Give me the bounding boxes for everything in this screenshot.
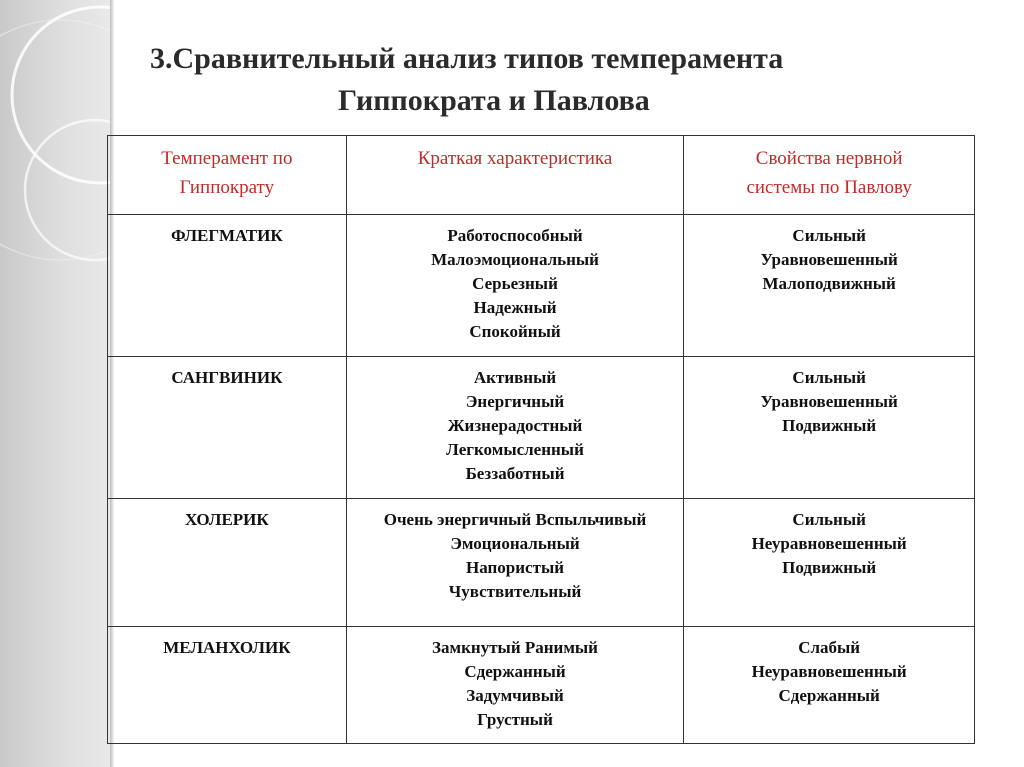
table-row bbox=[108, 627, 975, 744]
temperament-type: МЕЛАНХОЛИК bbox=[108, 627, 347, 744]
decorative-circles bbox=[0, 0, 110, 767]
table-row bbox=[108, 215, 975, 357]
header-nervous-system: Свойства нервной системы по Павлову bbox=[684, 136, 975, 215]
characteristics: Активный Энергичный Жизнерадостный Легкомысленный Беззаботный bbox=[346, 357, 684, 499]
table-row bbox=[108, 499, 975, 627]
header-characteristic: Краткая характеристика bbox=[346, 136, 684, 215]
characteristics: Работоспособный Малоэмоциональный Серьезный Надежный Спокойный bbox=[346, 215, 684, 357]
slide-title-line-2: Гиппократа и Павлова bbox=[338, 84, 650, 117]
temperament-type: САНГВИНИК bbox=[108, 357, 347, 499]
slide-title-line-1: 3.Сравнительный анализ типов темперамента bbox=[150, 42, 784, 75]
nervous-properties: Сильный Неуравновешенный Подвижный bbox=[684, 499, 975, 627]
nervous-properties: Слабый Неуравновешенный Сдержанный bbox=[684, 627, 975, 744]
table-row bbox=[108, 357, 975, 499]
characteristics: Замкнутый Ранимый Сдержанный Задумчивый Грустный bbox=[346, 627, 684, 744]
nervous-properties: Сильный Уравновешенный Подвижный bbox=[684, 357, 975, 499]
temperament-type: ФЛЕГМАТИК bbox=[108, 215, 347, 357]
comparison-table bbox=[107, 135, 975, 744]
decorative-side-panel bbox=[0, 0, 110, 767]
table-header-row bbox=[108, 136, 975, 215]
characteristics: Очень энергичный Вспыльчивый Эмоциональный Напористый Чувствительный bbox=[346, 499, 684, 627]
header-temperament: Темперамент по Гиппократу bbox=[108, 136, 347, 215]
temperament-type: ХОЛЕРИК bbox=[108, 499, 347, 627]
nervous-properties: Сильный Уравновешенный Малоподвижный bbox=[684, 215, 975, 357]
slide-title bbox=[150, 38, 910, 122]
